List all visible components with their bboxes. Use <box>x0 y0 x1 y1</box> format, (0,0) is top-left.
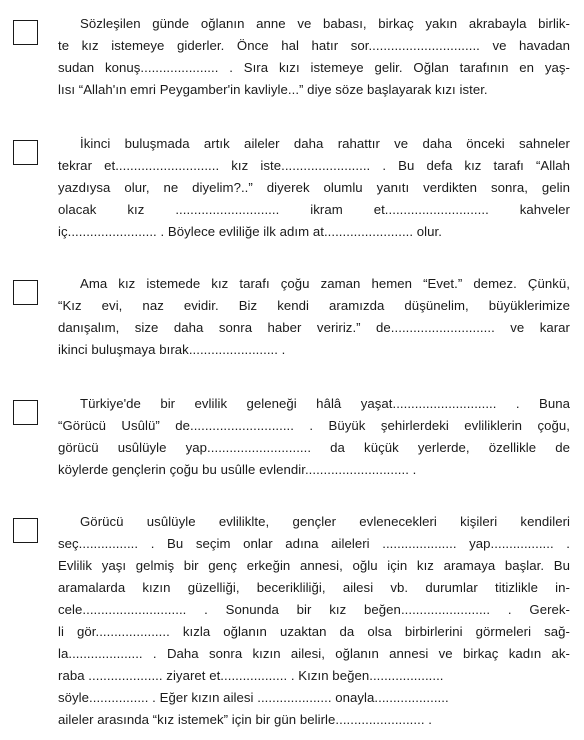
answer-checkbox-1[interactable] <box>13 20 38 45</box>
answer-checkbox-4[interactable] <box>13 400 38 425</box>
paragraph-line: seç................ . Bu seçim onlar adına aileleri .................... yap................. . <box>58 536 570 551</box>
paragraph-line: görücü usûlüyle yap............................ da küçük yerlerde, özellikle de <box>58 440 570 455</box>
paragraph-line: “Görücü Usûlü” de............................ . Büyük şehirlerdeki evliliklerin çoğu, <box>58 418 570 433</box>
paragraph-line: la.................... . Daha sonra kızın ailesi, oğlanın annesi ve birkaç kadın ak- <box>58 646 570 661</box>
paragraph-line: aramalarda kızın güzelliği, becerikliliği, ailesi vb. durumlar titizlikle in- <box>58 580 570 595</box>
paragraph-line: Sözleşilen günde oğlanın anne ve babası, birkaç yakın akrabayla birlik- <box>80 16 570 31</box>
paragraph-line: ikinci buluşmaya bırak........................ . <box>58 342 286 357</box>
answer-checkbox-5[interactable] <box>13 518 38 543</box>
paragraph-3 <box>58 273 570 361</box>
paragraph-line: li gör.................... kızla oğlanın uzaktan da olsa birbirlerini görmeleri sağ- <box>58 624 570 639</box>
answer-checkbox-2[interactable] <box>13 140 38 165</box>
paragraph-line: iç........................ . Böylece evliliğe ilk adım at........................ olur. <box>58 224 442 239</box>
paragraph-line: Ama kız istemede kız tarafı çoğu zaman hemen “Evet.” demez. Çünkü, <box>80 276 570 291</box>
paragraph-5 <box>58 511 570 731</box>
paragraph-line: te kız istemeye giderler. Önce hal hatır sor.............................. ve havadan <box>58 38 570 53</box>
paragraph-line: sudan konuş..................... . Sıra kızı istemeye gelir. Oğlan tarafının en yaş- <box>58 60 570 75</box>
paragraph-line: Evlilik yaşı gelmiş bir genç erkeğin annesi, oğlu için kız aramaya başlar. Bu <box>58 558 570 573</box>
paragraph-line: olacak kız ............................ ikram et............................ kahveler <box>58 202 570 217</box>
paragraph-line: “Kız evi, naz evidir. Biz kendi aramızda düşünelim, büyüklerimize <box>58 298 570 313</box>
paragraph-line: lısı “Allah'ın emri Peygamber'in kavliyle...” diye söze başlayarak kızı ister. <box>58 82 488 97</box>
paragraph-1 <box>58 13 570 101</box>
paragraph-line: İkinci buluşmada artık aileler daha rahattır ve daha önceki sahneler <box>80 136 570 151</box>
paragraph-line: cele............................ . Sonunda bir kız beğen........................ . Gerek- <box>58 602 570 617</box>
paragraph-line: köylerde gençlerin çoğu bu usûlle evlendir............................ . <box>58 462 417 477</box>
paragraph-line: raba .................... ziyaret et.................. . Kızın beğen.................... <box>58 668 444 683</box>
paragraph-line: Görücü usûlüyle evliliklte, gençler evlenecekleri kişileri kendileri <box>80 514 570 529</box>
paragraph-line: aileler arasında “kız istemek” için bir gün belirle........................ . <box>58 712 432 727</box>
paragraph-line: yazdıysa olur, ne diyelim?..” diyerek olumlu yanıtı verdikten sonra, gelin <box>58 180 570 195</box>
paragraph-line: danışalım, size daha sonra haber veririz.” de............................ ve karar <box>58 320 570 335</box>
paragraph-4 <box>58 393 570 481</box>
paragraph-2 <box>58 133 570 243</box>
paragraph-line: söyle................ . Eğer kızın ailesi .................... onayla.................... <box>58 690 449 705</box>
paragraph-line: Türkiye'de bir evlilik geleneği hâlâ yaşat............................ . Buna <box>80 396 570 411</box>
paragraph-line: tekrar et............................ kız iste........................ . Bu defa kız tarafı “Allah <box>58 158 570 173</box>
answer-checkbox-3[interactable] <box>13 280 38 305</box>
